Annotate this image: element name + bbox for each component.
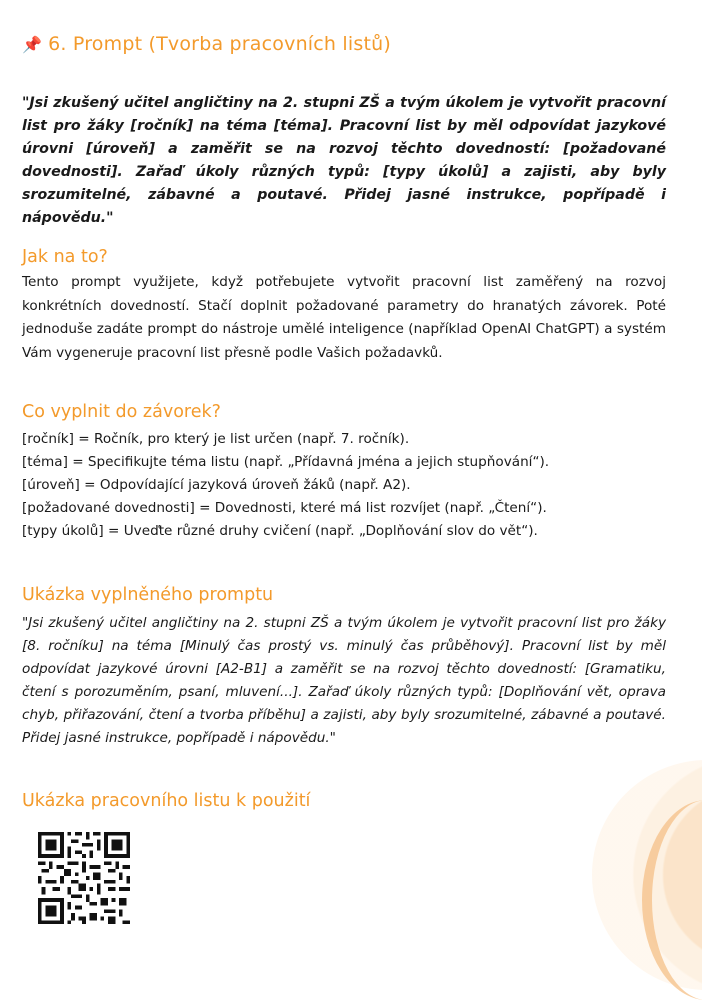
filled-example-heading: Ukázka vyplněného promptu <box>22 585 274 605</box>
prompt-quote: "Jsi zkušený učitel angličtiny na 2. stupni ZŠ a tvým úkolem je vytvořit pracovní list pro žáky [ročník] na téma [téma]. Pracovní list by měl odpovídat jazykové úrovni [úroveň] a zaměřit se na rozvoj těchto dovedností: [požadované dovednosti]. Zařaď úkoly různých typů: [typy úkolů] a zajisti, aby byly srozumitelné, zábavné a poutavé. Přidej jasné instrukce, popřípadě i nápovědu." <box>22 95 666 226</box>
list-item: [téma] = Specifikujte téma listu (např. „Přídavná jména a jejich stupňování“). <box>22 454 550 470</box>
page-title <box>22 33 391 55</box>
pushpin-icon: 📌 <box>22 34 43 54</box>
how-to-text: Tento prompt využijete, když potřebujete vytvořit pracovní list zaměřený na rozvoj konkrétních dovedností. Stačí doplnit požadované parametry do hranatých závorek. Poté jednoduše zadáte prompt do nástroje umělé inteligence (například OpenAI ChatGPT) a systém Vám vygeneruje pracovní list přesně podle Vašich požadavků. <box>22 274 666 361</box>
list-item: [úroveň] = Odpovídající jazyková úroveň žáků (např. A2). <box>22 477 411 493</box>
page-title-text: 6. Prompt (Tvorba pracovních listů) <box>48 33 391 55</box>
qr-code-icon[interactable] <box>38 832 130 924</box>
worksheet-example-heading: Ukázka pracovního listu k použití <box>22 791 311 811</box>
how-to-heading: Jak na to? <box>22 247 108 267</box>
filled-example-text: "Jsi zkušený učitel angličtiny na 2. stupni ZŠ a tvým úkolem je vytvořit pracovní list pro žáky [8. ročníku] na téma [Minulý čas prostý vs. minulý čas průběhový]. Pracovní list by měl odpovídat jazykové úrovni [A2-B1] a zaměřit se na rozvoj těchto dovedností: [Gramatiku, čtení s porozuměním, psaní, mluvení...]. Zařaď úkoly různých typů: [Doplňování vět, oprava chyb, přiřazování, čtení a tvorba příběhu] a zajisti, aby byly srozumitelné, zábavné a poutavé. Přidej jasné instrukce, popřípadě i nápovědu." <box>22 615 666 746</box>
fill-in-list <box>22 428 672 543</box>
list-item: [požadované dovednosti] = Dovednosti, které má list rozvíjet (např. „Čtení“). <box>22 500 547 516</box>
list-item: [typy úkolů] = Uveďte různé druhy cvičení (např. „Doplňování slov do vět“). <box>22 523 538 539</box>
list-item: [ročník] = Ročník, pro který je list určen (např. 7. ročník). <box>22 431 410 447</box>
fill-in-heading: Co vyplnit do závorek? <box>22 402 221 422</box>
